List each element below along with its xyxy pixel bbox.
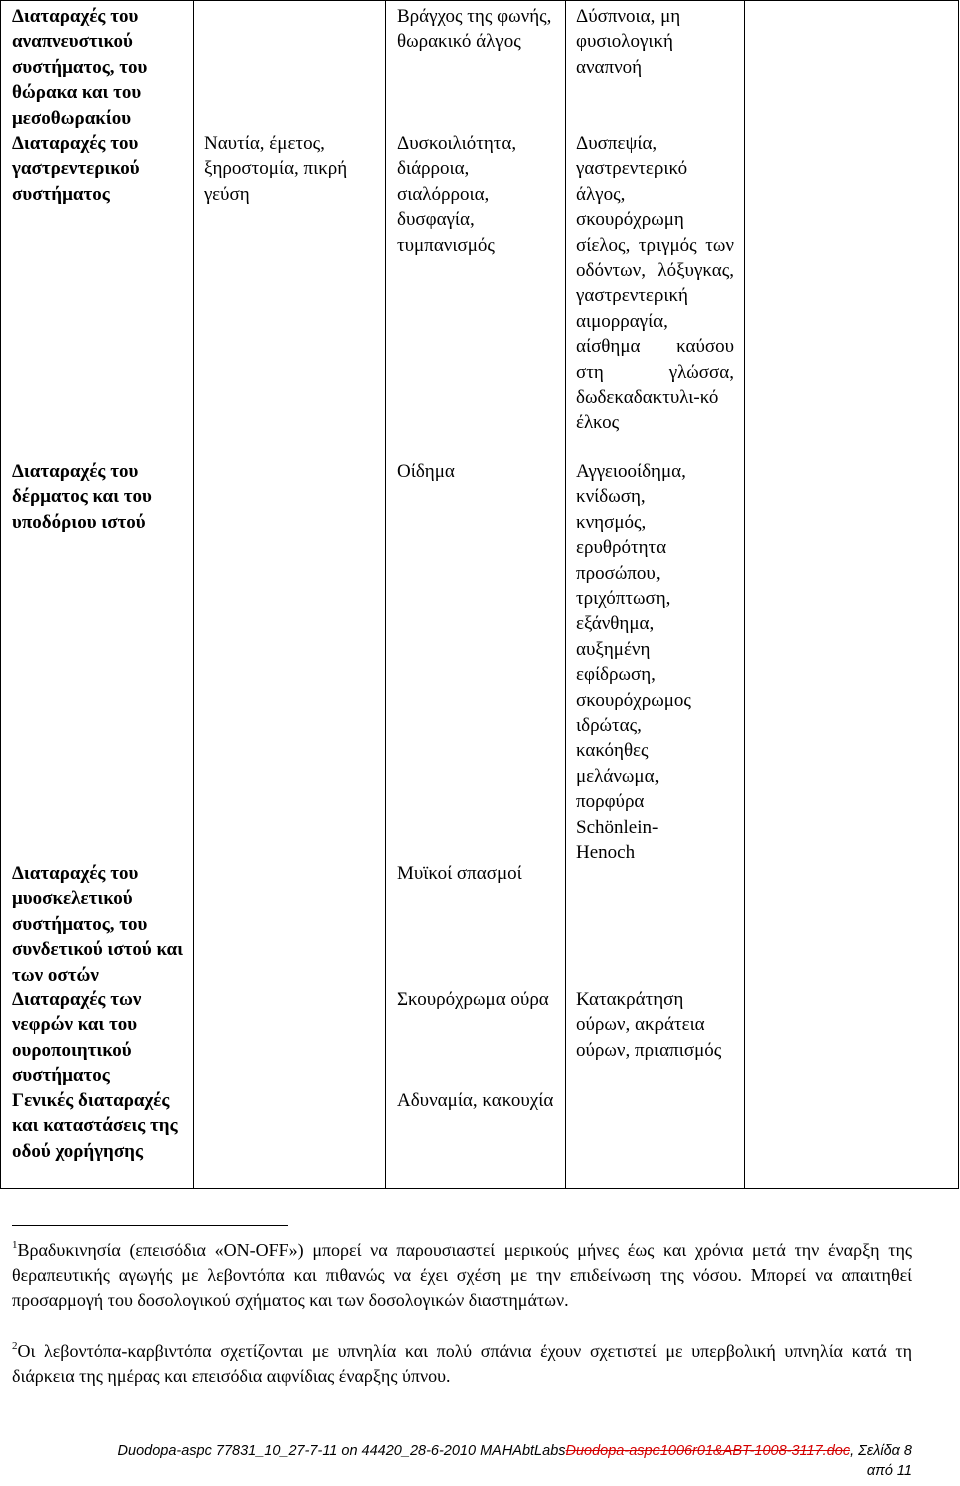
footer-line-1: [40, 1441, 912, 1461]
table-cell-organ-class: Διαταραχές του μυοσκελετικού συστήματος, του συνδετικού ιστού και των οστών: [12, 863, 184, 986]
table-cell-rare: Δυσπεψία, γαστρεντερικό άλγος, σκουρόχρωμη σίελος, τριγμός των οδόντων, λόξυγκας, γαστρεντερική αιμορραγία, αίσθημα καύσου στη γλώσσα, δωδεκαδακτυλι-κό έλκος: [576, 133, 734, 434]
footer-line-2: από 11: [866, 1463, 912, 1479]
footnote-1: [12, 1238, 912, 1313]
table-border-bottom: [0, 1188, 959, 1189]
page-footer: [40, 1441, 912, 1481]
footer-filename: Duodopa-aspc 77831_10_27-7-11 on 44420_28-6-2010 MAHAbtLabs: [117, 1443, 566, 1459]
column-divider: [565, 0, 566, 1189]
table-cell-rare: Αγγειοοίδημα, κνίδωση, κνησμός, ερυθρότητα προσώπου, τριχόπτωση, εξάνθημα, αυξημένη εφίδρωση, σκουρόχρωμος ιδρώτας, κακόηθες μελάνωμα, πορφύρα Schönlein-Henoch: [576, 461, 691, 864]
table-cell-organ-class: Διαταραχές του γαστρεντερικού συστήματος: [12, 133, 140, 205]
table-cell-organ-class: Γενικές διαταραχές και καταστάσεις της οδού χορήγησης: [12, 1090, 178, 1162]
table-border-top: [0, 0, 959, 1]
table-cell-organ-class: Διαταραχές του αναπνευστικού συστήματος, του θώρακα και του μεσοθωρακίου: [12, 6, 148, 129]
table-cell-common: Ναυτία, έμετος, ξηροστομία, πικρή γεύση: [204, 133, 348, 205]
column-divider: [193, 0, 194, 1189]
column-divider: [385, 0, 386, 1189]
table-cell-organ-class: Διαταραχές των νεφρών και του ουροποιητικού συστήματος: [12, 989, 142, 1087]
table-cell-uncommon: Σκουρόχρωμα ούρα: [397, 989, 549, 1010]
table-cell-uncommon: Οίδημα: [397, 461, 455, 482]
table-cell-uncommon: Δυσκοιλιότητα, διάρροια, σιαλόρροια, δυσφαγία, τυμπανισμός: [397, 133, 517, 256]
footnote-separator: [12, 1225, 288, 1226]
table-cell-organ-class: Διαταραχές του δέρματος και του υποδόριου ιστού: [12, 461, 152, 533]
footer-deleted-filename: Duodopa-aspc1006r01&ABT-1008-3117.doc: [565, 1443, 851, 1459]
table-cell-rare: Δύσπνοια, μη φυσιολογική αναπνοή: [576, 6, 681, 78]
footnote-2: [12, 1339, 912, 1389]
table-cell-rare: Κατακράτηση ούρων, ακράτεια ούρων, πριαπισμός: [576, 989, 722, 1061]
footnote-text: Βραδυκινησία (επεισόδια «ON-OFF») μπορεί να παρουσιαστεί μερικούς μήνες έως και χρόνια μετά την έναρξη της θεραπευτικής αγωγής με λεβοντόπα και πιθανώς να έχει σχέση με την επιδείνωση της νόσου. Μπορεί να απαιτηθεί προσαρμογή του δοσολογικού σχήματος και των δοσολογικών διαστημάτων.: [12, 1240, 912, 1310]
footer-page-number: , Σελίδα 8: [850, 1443, 912, 1459]
table-cell-uncommon: Αδυναμία, κακουχία: [397, 1090, 554, 1111]
table-cell-uncommon: Μυϊκοί σπασμοί: [397, 863, 522, 884]
column-divider: [744, 0, 745, 1189]
footnote-mark: 2: [12, 1340, 18, 1352]
table-border-right: [958, 0, 959, 1189]
footnote-mark: 1: [12, 1239, 18, 1251]
footnote-text: Οι λεβοντόπα-καρβιντόπα σχετίζονται με υπνηλία και πολύ σπάνια έχουν σχετιστεί με υπερβολική υπνηλία κατά τη διάρκεια της ημέρας και επεισόδια αιφνίδιας έναρξης ύπνου.: [12, 1341, 912, 1386]
table-cell-uncommon: Βράγχος της φωνής, θωρακικό άλγος: [397, 6, 552, 53]
table-border-left: [0, 0, 1, 1189]
